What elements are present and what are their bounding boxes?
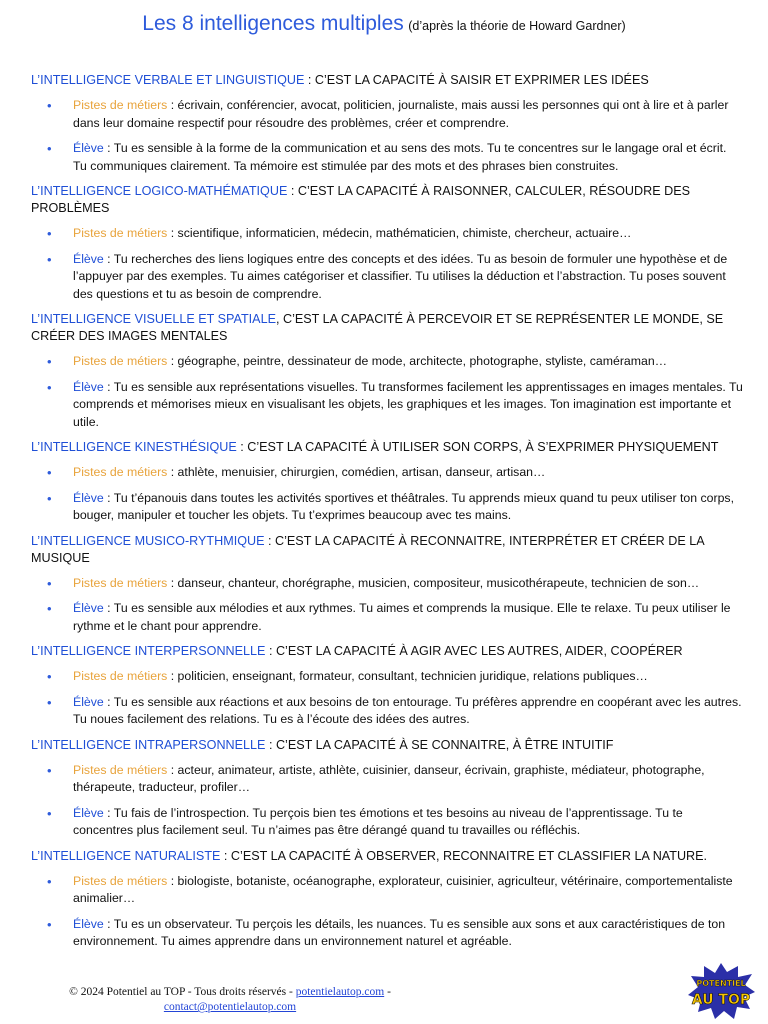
list-item-pupil [31, 490, 743, 525]
section-name: L’INTELLIGENCE MUSICO-RYTHMIQUE [31, 533, 265, 548]
list-item-jobs [31, 353, 743, 371]
pupil-label: Élève [73, 694, 104, 709]
bullet-icon: • [47, 465, 52, 480]
bullet-icon: • [47, 141, 52, 156]
section-list [31, 464, 743, 525]
pupil-text: : Tu es sensible aux réactions et aux besoins de ton entourage. Tu préfères apprendre en coopérant avec les autres. Tu noues facilement des relations. Tu es à l’écoute des idées des autres. [73, 694, 742, 726]
section-description: : C’EST LA CAPACITÉ À OBSERVER, RECONNAITRE ET CLASSIFIER LA NATURE. [220, 848, 708, 863]
intelligence-section [31, 439, 743, 525]
bullet-icon: • [47, 805, 52, 821]
list-item-pupil [31, 694, 743, 729]
bullet-icon: • [47, 762, 52, 778]
jobs-text: : scientifique, informaticien, médecin, mathématicien, chimiste, chercheur, actuaire… [167, 226, 632, 240]
intelligence-section [31, 72, 743, 175]
jobs-text: : politicien, enseignant, formateur, consultant, technicien juridique, relations publiques… [167, 669, 648, 683]
list-item-jobs [31, 464, 743, 482]
section-description: : C’EST LA CAPACITÉ À AGIR AVEC LES AUTRES, AIDER, COOPÉRER [265, 644, 683, 658]
pupil-label: Élève [73, 141, 104, 155]
footer [30, 985, 430, 1015]
footer-separator: - [384, 986, 391, 998]
bullet-icon: • [47, 575, 52, 591]
svg-text:POTENTIEL: POTENTIEL [696, 979, 746, 988]
section-heading [31, 311, 743, 345]
jobs-label: Pistes de métiers [73, 226, 168, 240]
pupil-label: Élève [73, 379, 104, 394]
section-list [31, 762, 743, 840]
section-name: L’INTELLIGENCE INTRAPERSONNELLE [31, 737, 266, 752]
sections-container [31, 72, 743, 959]
pupil-text: : Tu t’épanouis dans toutes les activités sportives et théâtrales. Tu apprends mieux quand tu peux utiliser ton corps, bouger, manipuler et toucher les objets. Tu t’exprimes beaucoup avec tes mains. [73, 490, 734, 522]
section-list [31, 668, 743, 729]
bullet-icon: • [47, 694, 52, 710]
jobs-label: Pistes de métiers [73, 669, 168, 683]
svg-text:AU TOP: AU TOP [691, 992, 751, 1008]
pupil-label: Élève [73, 601, 104, 615]
section-name: L’INTELLIGENCE KINESTHÉSIQUE [31, 440, 237, 454]
intelligence-section [31, 533, 743, 636]
pupil-text: : Tu recherches des liens logiques entre des concepts et des idées. Tu as besoin de formuler une hypothèse et de l’appuyer par des exemples. Tu aimes catégoriser et classifier. Tu utilises la déduction et l’abstraction. Tu poses souvent des questions et tu as besoin de comprendre. [73, 251, 728, 301]
section-description: : C’EST LA CAPACITÉ À RAISONNER, CALCULER, RÉSOUDRE DES PROBLÈMES [31, 184, 690, 215]
jobs-text: : danseur, chanteur, chorégraphe, musicien, compositeur, musicothérapeute, technicien de son… [167, 575, 700, 590]
pupil-text: : Tu es sensible aux représentations visuelles. Tu transformes facilement les apprentissages en images mentales. Tu comprends et mémorises mieux en visualisant les objets, les graphiques et les images. Ton imagination est importante et utile. [73, 379, 743, 429]
section-description: : C’EST LA CAPACITÉ À SAISIR ET EXPRIMER LES IDÉES [304, 73, 649, 87]
jobs-label: Pistes de métiers [73, 575, 168, 590]
footer-site-link[interactable]: potentielautop.com [295, 986, 385, 998]
title-subtitle: (d’après la théorie de Howard Gardner) [408, 19, 626, 33]
bullet-icon: • [47, 601, 52, 616]
pupil-text: : Tu es sensible à la forme de la communication et au sens des mots. Tu te concentres sur le langage oral et écrit. Tu communiques clairement. Ta mémoire est stimulée par des mots et des phrases bien construites. [73, 141, 727, 173]
bullet-icon: • [47, 354, 52, 369]
jobs-label: Pistes de métiers [73, 98, 168, 112]
footer-email-link[interactable]: contact@potentielautop.com [163, 1001, 297, 1013]
bullet-icon: • [47, 916, 52, 932]
bullet-icon: • [47, 490, 52, 506]
section-name: L’INTELLIGENCE LOGICO-MATHÉMATIQUE [31, 184, 288, 198]
section-list [31, 873, 743, 951]
jobs-label: Pistes de métiers [73, 465, 168, 479]
list-item-pupil [31, 916, 743, 951]
section-heading [31, 183, 743, 217]
list-item-jobs [31, 668, 743, 686]
jobs-label: Pistes de métiers [73, 762, 168, 777]
section-heading [31, 533, 743, 567]
jobs-text: : athlète, menuisier, chirurgien, comédien, artisan, danseur, artisan… [167, 465, 546, 479]
section-name: L’INTELLIGENCE INTERPERSONNELLE [31, 644, 266, 658]
list-item-pupil [31, 379, 743, 432]
pupil-label: Élève [73, 916, 104, 931]
section-description: , C’EST LA CAPACITÉ À PERCEVOIR ET SE REPRÉSENTER LE MONDE, SE CRÉER DES IMAGES MENTALES [31, 312, 724, 343]
intelligence-section [31, 311, 743, 431]
pupil-text: : Tu fais de l’introspection. Tu perçois bien tes émotions et tes besoins au niveau de l’apprentissage. Tu te concentres plus facilement seul. Tu n’aimes pas être dérangé quand tu travailles ou réfléchis. [73, 805, 683, 837]
bullet-icon: • [47, 226, 52, 241]
section-heading [31, 643, 743, 660]
intelligence-section [31, 643, 743, 729]
pupil-text: : Tu es un observateur. Tu perçois les détails, les nuances. Tu es sensible aux sons et aux caractéristiques de ton environnement. Tu aimes apprendre dans un environnement naturel et agréable. [73, 916, 726, 948]
jobs-text: : écrivain, conférencier, avocat, politicien, journaliste, mais aussi les personnes qui ont à lire et à parler dans leur domaine respectif pour résoudre des problèmes, créer et comprendre. [73, 98, 729, 130]
bullet-icon: • [47, 873, 52, 889]
intelligence-section [31, 737, 743, 840]
bullet-icon: • [47, 251, 52, 267]
section-description: : C’EST LA CAPACITÉ À SE CONNAITRE, À ÊTRE INTUITIF [265, 737, 614, 752]
section-heading [31, 72, 743, 89]
page-title [0, 12, 768, 36]
list-item-jobs [31, 762, 743, 797]
bullet-icon: • [47, 669, 52, 684]
potentiel-au-top-logo [686, 962, 756, 1020]
section-list [31, 575, 743, 636]
list-item-pupil [31, 251, 743, 304]
section-description: : C’EST LA CAPACITÉ À UTILISER SON CORPS, À S’EXPRIMER PHYSIQUEMENT [236, 440, 719, 454]
list-item-jobs [31, 97, 743, 132]
jobs-label: Pistes de métiers [73, 873, 168, 888]
section-list [31, 97, 743, 175]
jobs-text: : acteur, animateur, artiste, athlète, cuisinier, danseur, écrivain, graphiste, médiateur, photographe, thérapeute, traducteur, profiler… [73, 762, 705, 794]
bullet-icon: • [47, 379, 52, 395]
jobs-text: : biologiste, botaniste, océanographe, explorateur, cuisinier, agriculteur, vétérinaire, comportementaliste animalier… [73, 873, 733, 905]
title-main: Les 8 intelligences multiples [142, 12, 404, 35]
section-name: L’INTELLIGENCE VERBALE ET LINGUISTIQUE [31, 73, 305, 87]
section-heading [31, 737, 743, 754]
section-name: L’INTELLIGENCE VISUELLE ET SPATIALE [31, 312, 276, 326]
footer-copyright: © 2024 Potentiel au TOP - Tous droits réservés - [69, 986, 296, 998]
intelligence-section [31, 848, 743, 951]
section-list [31, 225, 743, 303]
pupil-label: Élève [73, 805, 104, 820]
section-list [31, 353, 743, 431]
section-description: : C’EST LA CAPACITÉ À RECONNAITRE, INTERPRÉTER ET CRÉER DE LA MUSIQUE [31, 533, 704, 565]
section-heading [31, 848, 743, 865]
section-heading [31, 439, 743, 456]
jobs-text: : géographe, peintre, dessinateur de mode, architecte, photographe, styliste, caméraman… [167, 354, 667, 368]
bullet-icon: • [47, 98, 52, 113]
pupil-text: : Tu es sensible aux mélodies et aux rythmes. Tu aimes et comprends la musique. Elle te relaxe. Tu peux utiliser le rythme et le chant pour apprendre. [73, 601, 731, 633]
intelligence-section [31, 183, 743, 303]
pupil-label: Élève [73, 490, 104, 505]
list-item-pupil [31, 140, 743, 175]
jobs-label: Pistes de métiers [73, 354, 168, 368]
list-item-pupil [31, 805, 743, 840]
list-item-jobs [31, 873, 743, 908]
list-item-pupil [31, 600, 743, 635]
list-item-jobs [31, 225, 743, 243]
pupil-label: Élève [73, 251, 104, 266]
list-item-jobs [31, 575, 743, 593]
section-name: L’INTELLIGENCE NATURALISTE [31, 848, 221, 863]
